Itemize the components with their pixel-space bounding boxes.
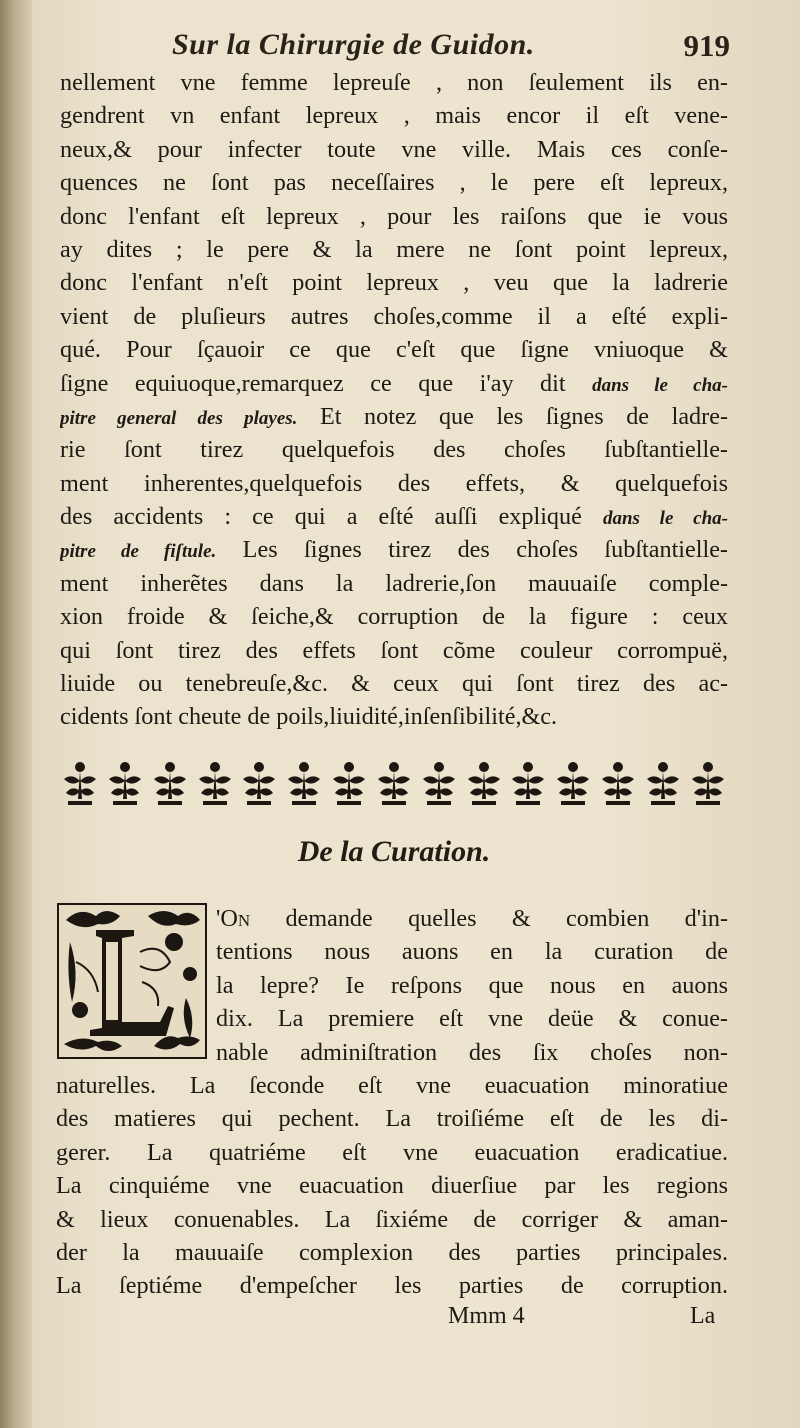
fleuron-icon: [598, 759, 638, 807]
text-line: nable adminiſtration des ſix choſes non-: [216, 1038, 728, 1066]
italic-reference: pitre general des playes.: [60, 407, 298, 429]
text-line: La cinquiéme vne euacuation diuerſiue par les regions: [56, 1172, 728, 1200]
text-line: [60, 400, 728, 433]
text-line: donc l'enfant eſt lepreux , pour les raiſons que ie vous: [60, 202, 728, 230]
text-line: quences ne ſont pas neceſſaires , le pere eſt lepreux,: [60, 169, 728, 197]
text-line: La ſeptiéme d'empeſcher les parties de corruption.: [56, 1272, 728, 1300]
fleuron-icon: [150, 759, 190, 807]
small-caps-span: n: [237, 905, 251, 932]
fleuron-icon: [239, 759, 279, 807]
text-line: rie ſont tirez quelquefois des choſes ſubſtantielle-: [60, 436, 728, 464]
text-line: nellement vne femme lepreuſe , non ſeulement ils en-: [60, 69, 728, 96]
text-line: liuide ou tenebreuſe,&c. & ceux qui ſont tirez des ac-: [60, 670, 728, 698]
text-line: [60, 533, 728, 566]
paragraph-main: [60, 66, 728, 734]
running-head: [60, 28, 730, 68]
signature-mark: Mmm 4: [448, 1303, 525, 1329]
text-line: ay dites ; le pere & la mere ne ſont point lepreux,: [60, 235, 728, 263]
text-line: cidents ſont cheute de poils,liuidité,inſenſibilité,&c.: [60, 703, 558, 731]
text-line: [60, 367, 728, 400]
text-span: 'O: [216, 905, 238, 932]
text-line: ment inherentes,quelquefois des effets, & quelquefois: [60, 469, 728, 497]
binding-gutter: [0, 0, 32, 1428]
text-line: vient de pluſieurs autres choſes,comme il a eſté expli-: [60, 302, 728, 330]
curation-indented-lines: [216, 902, 728, 1069]
curation-full-lines: [56, 1069, 728, 1303]
text-line: donc l'enfant n'eſt point lepreux , veu que la ladrerie: [60, 269, 728, 297]
text-line: xion froide & ſeiche,& corruption de la figure : ceux: [60, 603, 728, 631]
fleuron-icon: [374, 759, 414, 807]
text-line: der la mauuaiſe complexion des parties principales.: [56, 1238, 728, 1266]
fleuron-icon: [284, 759, 324, 807]
fleuron-icon: [553, 759, 593, 807]
text-line: naturelles. La ſeconde eſt vne euacuation minoratiue: [56, 1072, 728, 1099]
running-head-title: Sur la Chirurgie de Guidon.: [172, 28, 535, 61]
section-title: De la Curation.: [297, 835, 491, 868]
fleuron-icon: [195, 759, 235, 807]
text-span: demande quelles & combien d'in-: [250, 905, 728, 932]
text-line: & lieux conuenables. La ſixiéme de corriger & aman-: [56, 1205, 728, 1233]
fleuron-icon: [329, 759, 369, 807]
text-span: des accidents : ce qui a eſté auſſi expliqué: [60, 503, 603, 531]
fleuron-icon: [643, 759, 683, 807]
italic-reference: dans le cha-: [592, 374, 728, 396]
text-line: dix. La premiere eſt vne deüe & conue-: [216, 1005, 728, 1033]
text-line: [216, 902, 728, 935]
text-line: qui ſont tirez des effets ſont cõme couleur corrompuë,: [60, 636, 728, 664]
text-line: gerer. La quatriéme eſt vne euacuation eradicatiue.: [56, 1138, 728, 1166]
text-line: tentions nous auons en la curation de: [216, 938, 728, 966]
fleuron-icon: [419, 759, 459, 807]
fleuron-ornament-band: [60, 755, 728, 811]
italic-reference: pitre de fiſtule.: [60, 541, 217, 563]
decorated-initial-icon: [56, 902, 208, 1060]
fleuron-icon: [464, 759, 504, 807]
text-line: qué. Pour ſçauoir ce que c'eſt que ſigne vniuoque &: [60, 336, 728, 364]
text-line: gendrent vn enfant lepreux , mais encor il eſt vene-: [60, 102, 728, 130]
text-line: neux,& pour infecter toute vne ville. Mais ces conſe-: [60, 135, 728, 163]
text-span: Et notez que les ſignes de ladre-: [297, 402, 728, 430]
text-span: Les ſignes tirez des choſes ſubſtantielle-: [216, 536, 728, 564]
text-line: [60, 500, 728, 533]
italic-reference: dans le cha-: [602, 508, 728, 530]
text-line: la lepre? Ie reſpons que nous en auons: [216, 971, 728, 999]
text-line: des matieres qui pechent. La troiſiéme eſt de les di-: [56, 1105, 728, 1133]
catchword: La: [690, 1303, 716, 1329]
fleuron-icon: [60, 759, 100, 807]
text-line: ment inherẽtes dans la ladrerie,ſon mauuaiſe comple-: [60, 569, 728, 597]
fleuron-icon: [508, 759, 548, 807]
page-number: 919: [683, 28, 730, 63]
fleuron-icon: [688, 759, 728, 807]
fleuron-icon: [105, 759, 145, 807]
text-span: ſigne equiuoque,remarquez ce que i'ay dit: [60, 369, 593, 397]
